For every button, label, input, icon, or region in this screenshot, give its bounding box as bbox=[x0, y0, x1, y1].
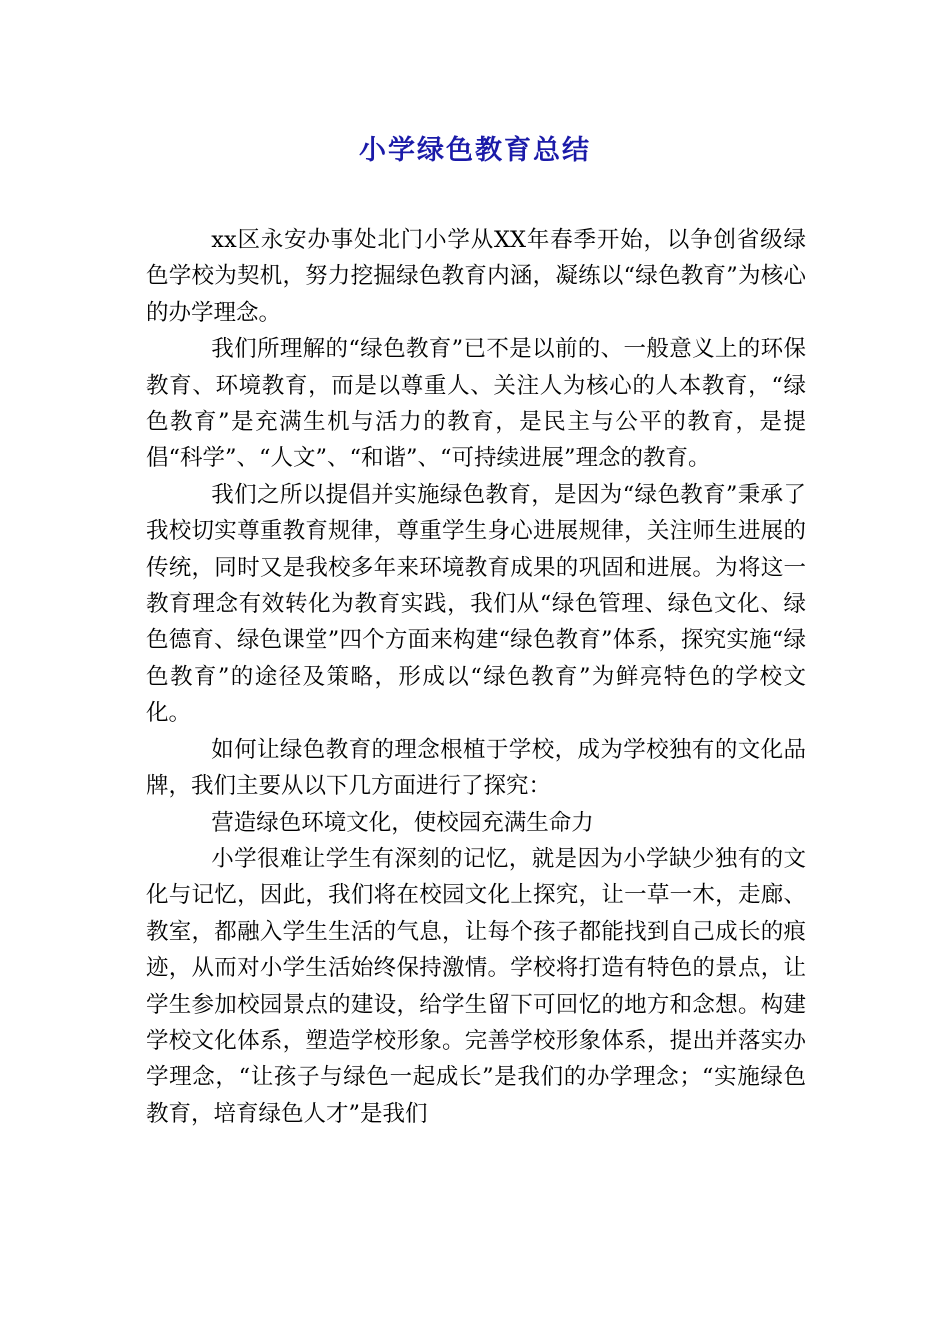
paragraph: 我们之所以提倡并实施绿色教育，是因为“绿色教育”秉承了我校切实尊重教育规律，尊重学生身心进展规律，关注师生进展的传统，同时又是我校多年来环境教育成果的巩固和进展。为将这一教育理念有效转化为教育实践，我们从“绿色管理、绿色文化、绿色德育、绿色课堂”四个方面来构建“绿色教育”体系，探究实施“绿色教育”的途径及策略，形成以“绿色教育”为鲜亮特色的学校文化。 bbox=[146, 481, 806, 727]
document-body bbox=[146, 222, 806, 1132]
paragraph: xx区永安办事处北门小学从XX年春季开始，以争创省级绿色学校为契机，努力挖掘绿色教育内涵，凝练以“绿色教育”为核心的办学理念。 bbox=[146, 227, 806, 326]
paragraph: 小学很难让学生有深刻的记忆，就是因为小学缺少独有的文化与记忆，因此，我们将在校园文化上探究，让一草一木，走廊、教室，都融入学生生活的气息，让每个孩子都能找到自己成长的痕迹，从而对小学生活始终保持激情。学校将打造有特色的景点，让学生参加校园景点的建设，给学生留下可回忆的地方和念想。构建学校文化体系，塑造学校形象。完善学校形象体系，提出并落实办学理念，“让孩子与绿色一起成长”是我们的办学理念；“实施绿色教育，培育绿色人才”是我们 bbox=[146, 845, 806, 1127]
section-heading: 营造绿色环境文化，使校园充满生命力 bbox=[211, 809, 594, 836]
document-title: 小学绿色教育总结 bbox=[359, 135, 591, 166]
paragraph: 如何让绿色教育的理念根植于学校，成为学校独有的文化品牌，我们主要从以下几方面进行了探究： bbox=[146, 736, 806, 800]
paragraph: 我们所理解的“绿色教育”已不是以前的、一般意义上的环保教育、环境教育，而是以尊重人、关注人为核心的人本教育，“绿色教育”是充满生机与活力的教育，是民主与公平的教育，是提倡“科学”、“人文”、“和谐”、“可持续进展”理念的教育。 bbox=[146, 336, 806, 472]
